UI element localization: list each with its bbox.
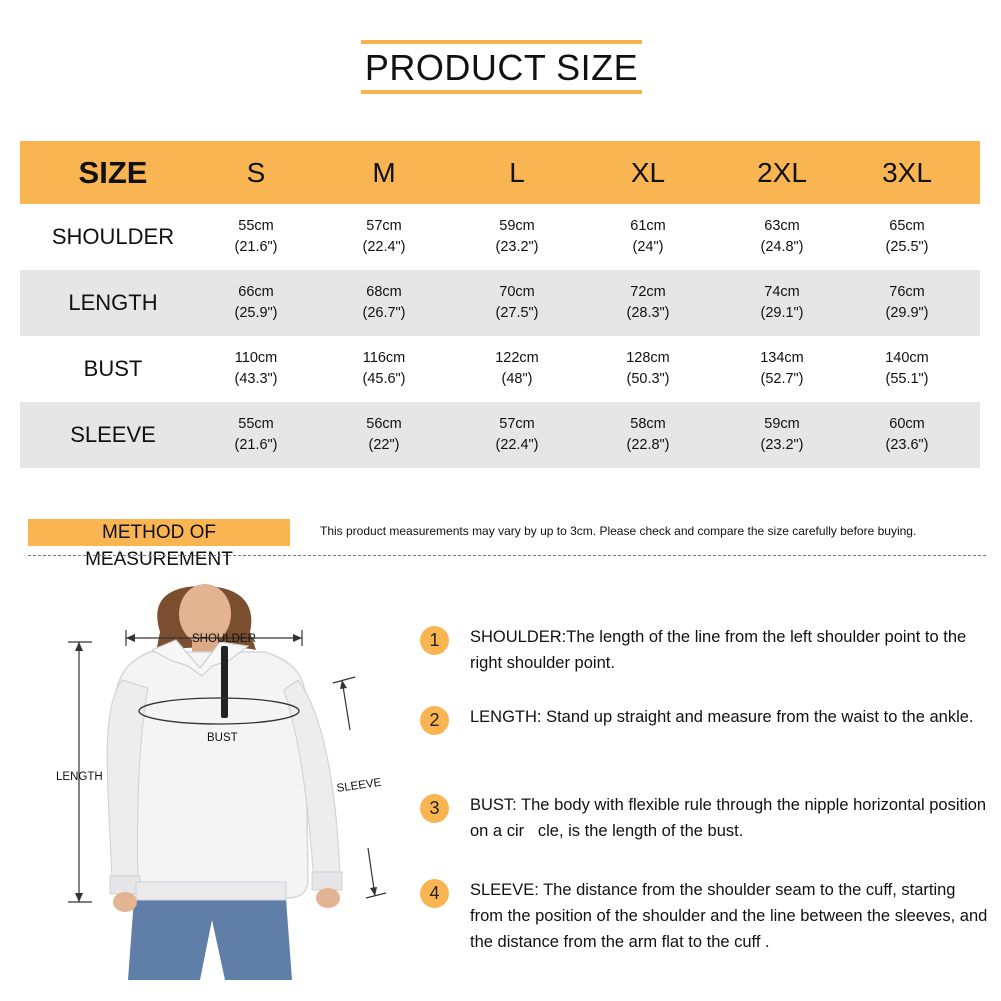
measurement-cell: [722, 204, 842, 270]
measurement-cell: [457, 402, 577, 468]
table-row-length: [20, 270, 980, 336]
value-inch: (50.3"): [626, 371, 670, 387]
value-cm: 65cm: [889, 218, 925, 234]
value-inch: (28.3"): [626, 305, 670, 321]
value-inch: (21.6"): [234, 239, 278, 255]
value-inch: (25.9"): [234, 305, 278, 321]
left-hand: [113, 892, 137, 912]
measurement-cell: [324, 204, 444, 270]
step-number-badge: 4: [420, 879, 449, 908]
figure-label-sleeve: SLEEVE: [336, 776, 382, 795]
measurement-cell: [588, 336, 708, 402]
value-inch: (22.8"): [626, 437, 670, 453]
size-header-2xl: 2XL: [757, 156, 807, 188]
right-cuff: [312, 872, 342, 890]
title-top-rule: [361, 40, 642, 44]
value-inch: (22.4"): [362, 239, 406, 255]
measurement-cell: [196, 402, 316, 468]
dashed-divider: [28, 555, 986, 556]
value-cm: 110cm: [234, 350, 278, 366]
value-inch: (23.6"): [885, 437, 929, 453]
value-inch: (48"): [501, 371, 533, 387]
value-cm: 58cm: [630, 416, 666, 432]
table-row-bust: [20, 336, 980, 402]
measurement-cell: [196, 336, 316, 402]
value-cm: 59cm: [764, 416, 800, 432]
page-title: PRODUCT SIZE: [364, 47, 639, 88]
value-inch: (23.2"): [495, 239, 539, 255]
right-hand: [316, 888, 340, 908]
measurement-cell: [847, 204, 967, 270]
table-row-sleeve: [20, 402, 980, 468]
value-inch: (55.1"): [885, 371, 929, 387]
measurement-cell: [722, 336, 842, 402]
value-inch: (29.9"): [885, 305, 929, 321]
figure-label-shoulder: SHOULDER: [192, 633, 256, 645]
size-header-xl: XL: [630, 156, 666, 188]
value-cm: 74cm: [764, 284, 800, 300]
size-header-l: L: [509, 156, 525, 188]
value-inch: (21.6"): [234, 437, 278, 453]
measurement-cell: [722, 402, 842, 468]
measurement-cell: [324, 270, 444, 336]
measurement-cell: [457, 270, 577, 336]
figure-label-length: LENGTH: [56, 771, 103, 783]
measurement-cell: [847, 270, 967, 336]
measurement-cell: [457, 204, 577, 270]
measurement-cell: [588, 402, 708, 468]
value-inch: (45.6"): [362, 371, 406, 387]
step-number-badge: 1: [420, 626, 449, 655]
value-cm: 57cm: [499, 416, 535, 432]
measurement-disclaimer: This product measurements may vary by up to 3cm. Please check and compare the size carefully before buying.: [320, 524, 917, 538]
value-inch: (22.4"): [495, 437, 539, 453]
step-text: SLEEVE: The distance from the shoulder seam to the cuff, starting from the position of the shoulder and the line between the sleeves, and the distance from the arm flat to the cuff .: [470, 881, 988, 951]
measurement-figure: [0, 580, 400, 980]
value-cm: 56cm: [366, 416, 402, 432]
measurement-cell: [324, 336, 444, 402]
figure-label-bust: BUST: [207, 732, 238, 744]
value-cm: 61cm: [630, 218, 666, 234]
value-inch: (22"): [368, 437, 400, 453]
row-label: LENGTH: [68, 290, 158, 315]
step-text: SHOULDER:The length of the line from the left shoulder point to the right shoulder point.: [470, 628, 967, 672]
size-table-header-row: [20, 141, 980, 204]
measurement-cell: [196, 270, 316, 336]
value-cm: 55cm: [238, 218, 274, 234]
value-inch: (52.7"): [760, 371, 804, 387]
step-number-badge: 3: [420, 794, 449, 823]
page-title-block: [361, 40, 642, 96]
zipper: [221, 646, 228, 718]
value-cm: 140cm: [885, 350, 929, 366]
value-cm: 76cm: [889, 284, 925, 300]
row-label: BUST: [83, 356, 143, 381]
value-cm: 128cm: [626, 350, 670, 366]
measurement-cell: [324, 402, 444, 468]
value-inch: (24"): [632, 239, 664, 255]
value-cm: 66cm: [238, 284, 274, 300]
value-inch: (29.1"): [760, 305, 804, 321]
value-inch: (24.8"): [760, 239, 804, 255]
title-bottom-rule: [361, 90, 642, 94]
measurement-cell: [457, 336, 577, 402]
value-inch: (25.5"): [885, 239, 929, 255]
table-row-shoulder: [20, 204, 980, 270]
measurement-cell: [847, 402, 967, 468]
method-of-measurement-badge: METHOD OF MEASUREMENT: [28, 519, 290, 546]
row-label: SLEEVE: [70, 422, 156, 447]
value-cm: 63cm: [764, 218, 800, 234]
size-chart-table: [20, 141, 980, 468]
size-header-m: M: [372, 156, 396, 188]
step-text: BUST: The body with flexible rule through the nipple horizontal position on a cir cle, is the length of the bust.: [470, 796, 991, 840]
value-cm: 72cm: [630, 284, 666, 300]
value-cm: 60cm: [889, 416, 925, 432]
measurement-cell: [196, 204, 316, 270]
value-cm: 55cm: [238, 416, 274, 432]
measurement-cell: [722, 270, 842, 336]
value-cm: 57cm: [366, 218, 402, 234]
hem-band: [136, 882, 286, 900]
value-cm: 68cm: [366, 284, 402, 300]
measurement-cell: [588, 204, 708, 270]
measurement-cell: [847, 336, 967, 402]
value-inch: (27.5"): [495, 305, 539, 321]
size-column-header: SIZE: [78, 154, 148, 190]
value-cm: 70cm: [499, 284, 535, 300]
step-text: LENGTH: Stand up straight and measure from the waist to the ankle.: [470, 708, 974, 726]
size-header-s: S: [246, 156, 266, 188]
value-cm: 134cm: [760, 350, 804, 366]
value-cm: 116cm: [362, 350, 406, 366]
measurement-cell: [588, 270, 708, 336]
value-inch: (23.2"): [760, 437, 804, 453]
value-cm: 122cm: [495, 350, 539, 366]
size-header-3xl: 3XL: [882, 156, 932, 188]
row-label: SHOULDER: [51, 224, 175, 249]
value-cm: 59cm: [499, 218, 535, 234]
value-inch: (43.3"): [234, 371, 278, 387]
value-inch: (26.7"): [362, 305, 406, 321]
step-number-badge: 2: [420, 706, 449, 735]
